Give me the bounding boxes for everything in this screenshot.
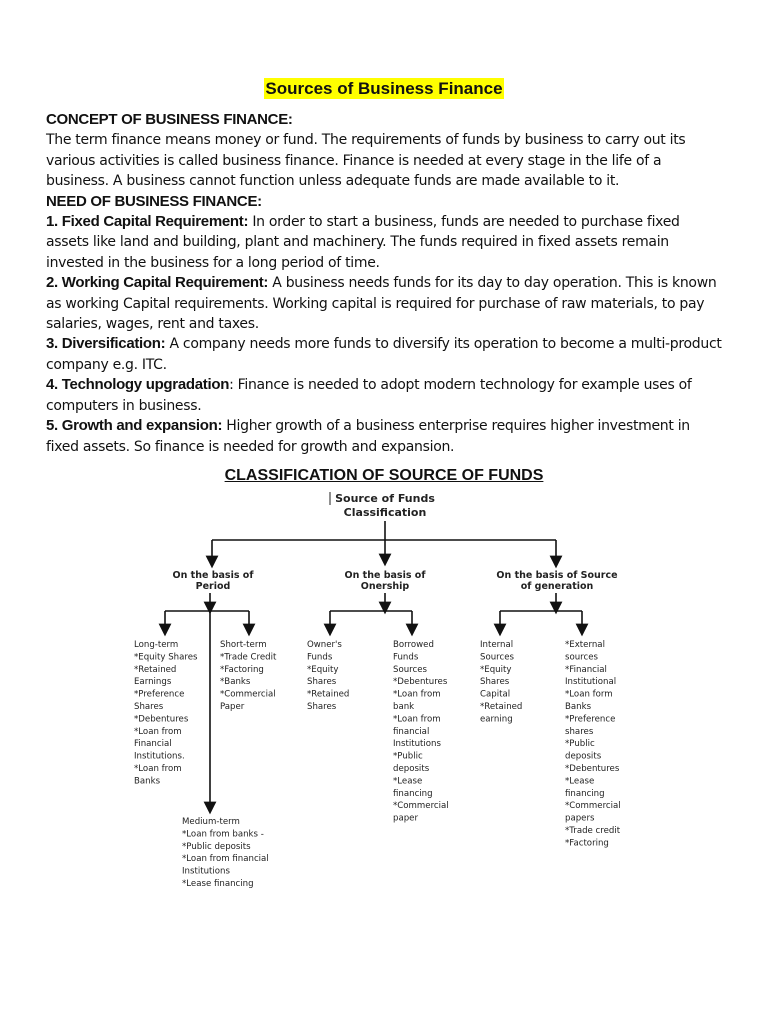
need-item-text: In order to start a business, funds are needed to purchase fixed assets like land and building, plant and machinery. The funds required in fixed assets remain invested in the business for a long period of time. — [46, 214, 680, 271]
diagram-leaf-text: Paper — [220, 702, 245, 712]
diagram-leaf-text: Earnings — [134, 677, 172, 688]
diagram-leaf-text: Sources — [393, 664, 427, 675]
need-item-text: Higher growth of a business enterprise requires higher investment in fixed assets. So finance is needed for growth and expansion. — [46, 418, 690, 455]
diagram-leaf-text: Funds — [307, 652, 333, 663]
diagram-leaf-text: Owner's — [307, 640, 342, 650]
basis-ownership-label: Onership — [360, 581, 410, 592]
need-item-lead: 2. Working Capital Requirement: — [46, 274, 269, 292]
column-borrowed-funds — [393, 640, 449, 824]
diagram-leaf-text: shares — [565, 726, 594, 737]
diagram-leaf-text: earning — [480, 714, 513, 725]
diagram-leaf-text: *Commercial — [220, 689, 276, 700]
concept-heading: CONCEPT OF BUSINESS FINANCE: — [46, 111, 293, 128]
diagram-leaf-text: *Banks — [220, 677, 251, 688]
diagram-leaf-text: *Lease financing — [182, 879, 254, 889]
diagram-leaf-text: *Debentures — [565, 764, 620, 774]
diagram-leaf-text: Long-term — [134, 640, 179, 650]
level-two-connectors — [165, 593, 582, 808]
basis-period-label: On the basis of — [172, 570, 254, 581]
diagram-leaf-text: Internal — [480, 640, 514, 650]
diagram-leaf-text: deposits — [393, 764, 430, 774]
diagram-leaf-text: *Retained — [134, 664, 177, 675]
column-internal-sources — [480, 640, 522, 724]
diagram-leaf-text: *Loan from — [134, 764, 182, 774]
diagram-leaf-text: Shares — [307, 702, 337, 712]
diagram-leaf-text: *Loan from — [134, 726, 182, 737]
diagram-leaf-text: *Lease — [565, 776, 595, 787]
diagram-leaf-text: *Preference — [134, 689, 185, 700]
diagram-leaf-text: *Factoring — [220, 664, 264, 675]
diagram-leaf-text: Borrowed — [393, 640, 434, 650]
diagram-leaf-text: Sources — [480, 652, 514, 663]
need-item-lead: 1. Fixed Capital Requirement: — [46, 213, 249, 231]
diagram-leaf-text: deposits — [565, 751, 602, 762]
diagram-leaf-text: *Loan form — [565, 689, 613, 700]
diagram-leaf-text: Shares — [307, 677, 337, 688]
diagram-leaf-text: *Debentures — [393, 677, 448, 688]
diagram-leaf-text: financial — [393, 726, 430, 737]
diagram-leaf-text: Institutions. — [134, 751, 185, 762]
diagram-leaf-text: *Trade Credit — [220, 652, 277, 663]
page-title-text: Sources of Business Finance — [265, 79, 503, 98]
basis-generation-label: On the basis of Source — [496, 570, 618, 581]
diagram-root-line: Classification — [343, 506, 427, 519]
diagram-leaf-text: *Retained — [480, 702, 523, 712]
diagram-leaf-text: *Public — [393, 751, 423, 762]
diagram-leaf-text: *Equity — [480, 664, 512, 675]
concept-paragraph: The term finance means money or fund. The requirements of funds by business to carry out its various activities is called business finance. Finance is needed at every stage in the life of a business. A business cannot function unless adequate funds are made available to it. — [46, 132, 686, 190]
diagram-leaf-text: paper — [393, 813, 418, 824]
diagram-leaf-text: papers — [565, 813, 595, 824]
need-item-text: : Finance is needed to adopt modern technology for example uses of computers in business. — [46, 377, 692, 414]
diagram-leaf-text: *Loan from — [393, 689, 441, 700]
diagram-leaf-text: Shares — [480, 677, 510, 688]
diagram-leaf-text: *Lease — [393, 776, 423, 787]
column-external-sources — [565, 640, 621, 848]
diagram-leaf-text: *Public — [565, 739, 595, 750]
need-item-text: A business needs funds for its day to day operation. This is known as working Capital requirements. Working capital is required for purchase of raw materials, to pay salaries, wages, rent and taxes. — [46, 275, 717, 333]
column-owners-funds — [307, 640, 349, 712]
diagram-root-line: Source of Funds — [335, 492, 435, 505]
need-heading: NEED OF BUSINESS FINANCE: — [46, 192, 262, 210]
diagram-leaf-text: *Commercial — [565, 801, 621, 812]
diagram-leaf-text: Shares — [134, 702, 164, 712]
diagram-leaf-text: *Commercial — [393, 801, 449, 812]
diagram-leaf-text: Financial — [134, 739, 172, 750]
diagram-leaf-text: *Equity Shares — [134, 652, 198, 663]
diagram-leaf-text: *Trade credit — [565, 826, 621, 836]
diagram-leaf-text: bank — [393, 702, 415, 712]
need-item-text: A company needs more funds to diversify its operation to become a multi-product company e.g. ITC. — [46, 336, 722, 373]
column-medium-term — [182, 817, 269, 889]
basis-ownership-label: On the basis of — [344, 570, 426, 581]
need-item-lead: 4. Technology upgradation — [46, 376, 230, 394]
diagram-leaf-text: Medium-term — [182, 817, 240, 827]
diagram-leaf-text: financing — [393, 788, 433, 799]
diagram-leaf-text: *Factoring — [565, 838, 609, 849]
diagram-leaf-text: Short-term — [220, 640, 267, 650]
diagram-leaf-text: Institutional — [565, 677, 617, 688]
diagram-leaf-text: Capital — [480, 689, 511, 700]
diagram-leaf-text: *Preference — [565, 714, 616, 725]
diagram-leaf-text: *Retained — [307, 689, 350, 700]
diagram-leaf-text: *Equity — [307, 664, 339, 675]
diagram-leaf-text: sources — [565, 652, 599, 663]
diagram-leaf-text: Institutions — [182, 866, 230, 877]
diagram-leaf-text: financing — [565, 788, 605, 799]
diagram-leaf-text: *Loan from financial — [182, 854, 269, 865]
need-item-lead: 5. Growth and expansion: — [46, 417, 223, 435]
diagram-leaf-text: *Public deposits — [182, 841, 251, 852]
diagram-title: CLASSIFICATION OF SOURCE OF FUNDS — [224, 467, 544, 484]
diagram-leaf-text: *External — [565, 640, 605, 650]
basis-generation-label: of generation — [520, 581, 594, 592]
column-short-term — [220, 640, 277, 712]
diagram-leaf-text: Funds — [393, 652, 419, 663]
basis-period-label: Period — [195, 581, 231, 592]
diagram-leaf-text: Banks — [134, 776, 161, 787]
diagram-leaf-text: Institutions — [393, 739, 441, 750]
diagram-leaf-text: *Financial — [565, 664, 607, 675]
column-long-term — [134, 640, 198, 786]
need-item-lead: 3. Diversification: — [46, 335, 166, 353]
diagram-leaf-text: *Debentures — [134, 714, 189, 725]
diagram-leaf-text: Banks — [565, 702, 592, 712]
diagram-leaf-text: *Loan from banks - — [182, 829, 264, 840]
level-one-connectors — [212, 521, 556, 562]
diagram-leaf-text: *Loan from — [393, 714, 441, 725]
